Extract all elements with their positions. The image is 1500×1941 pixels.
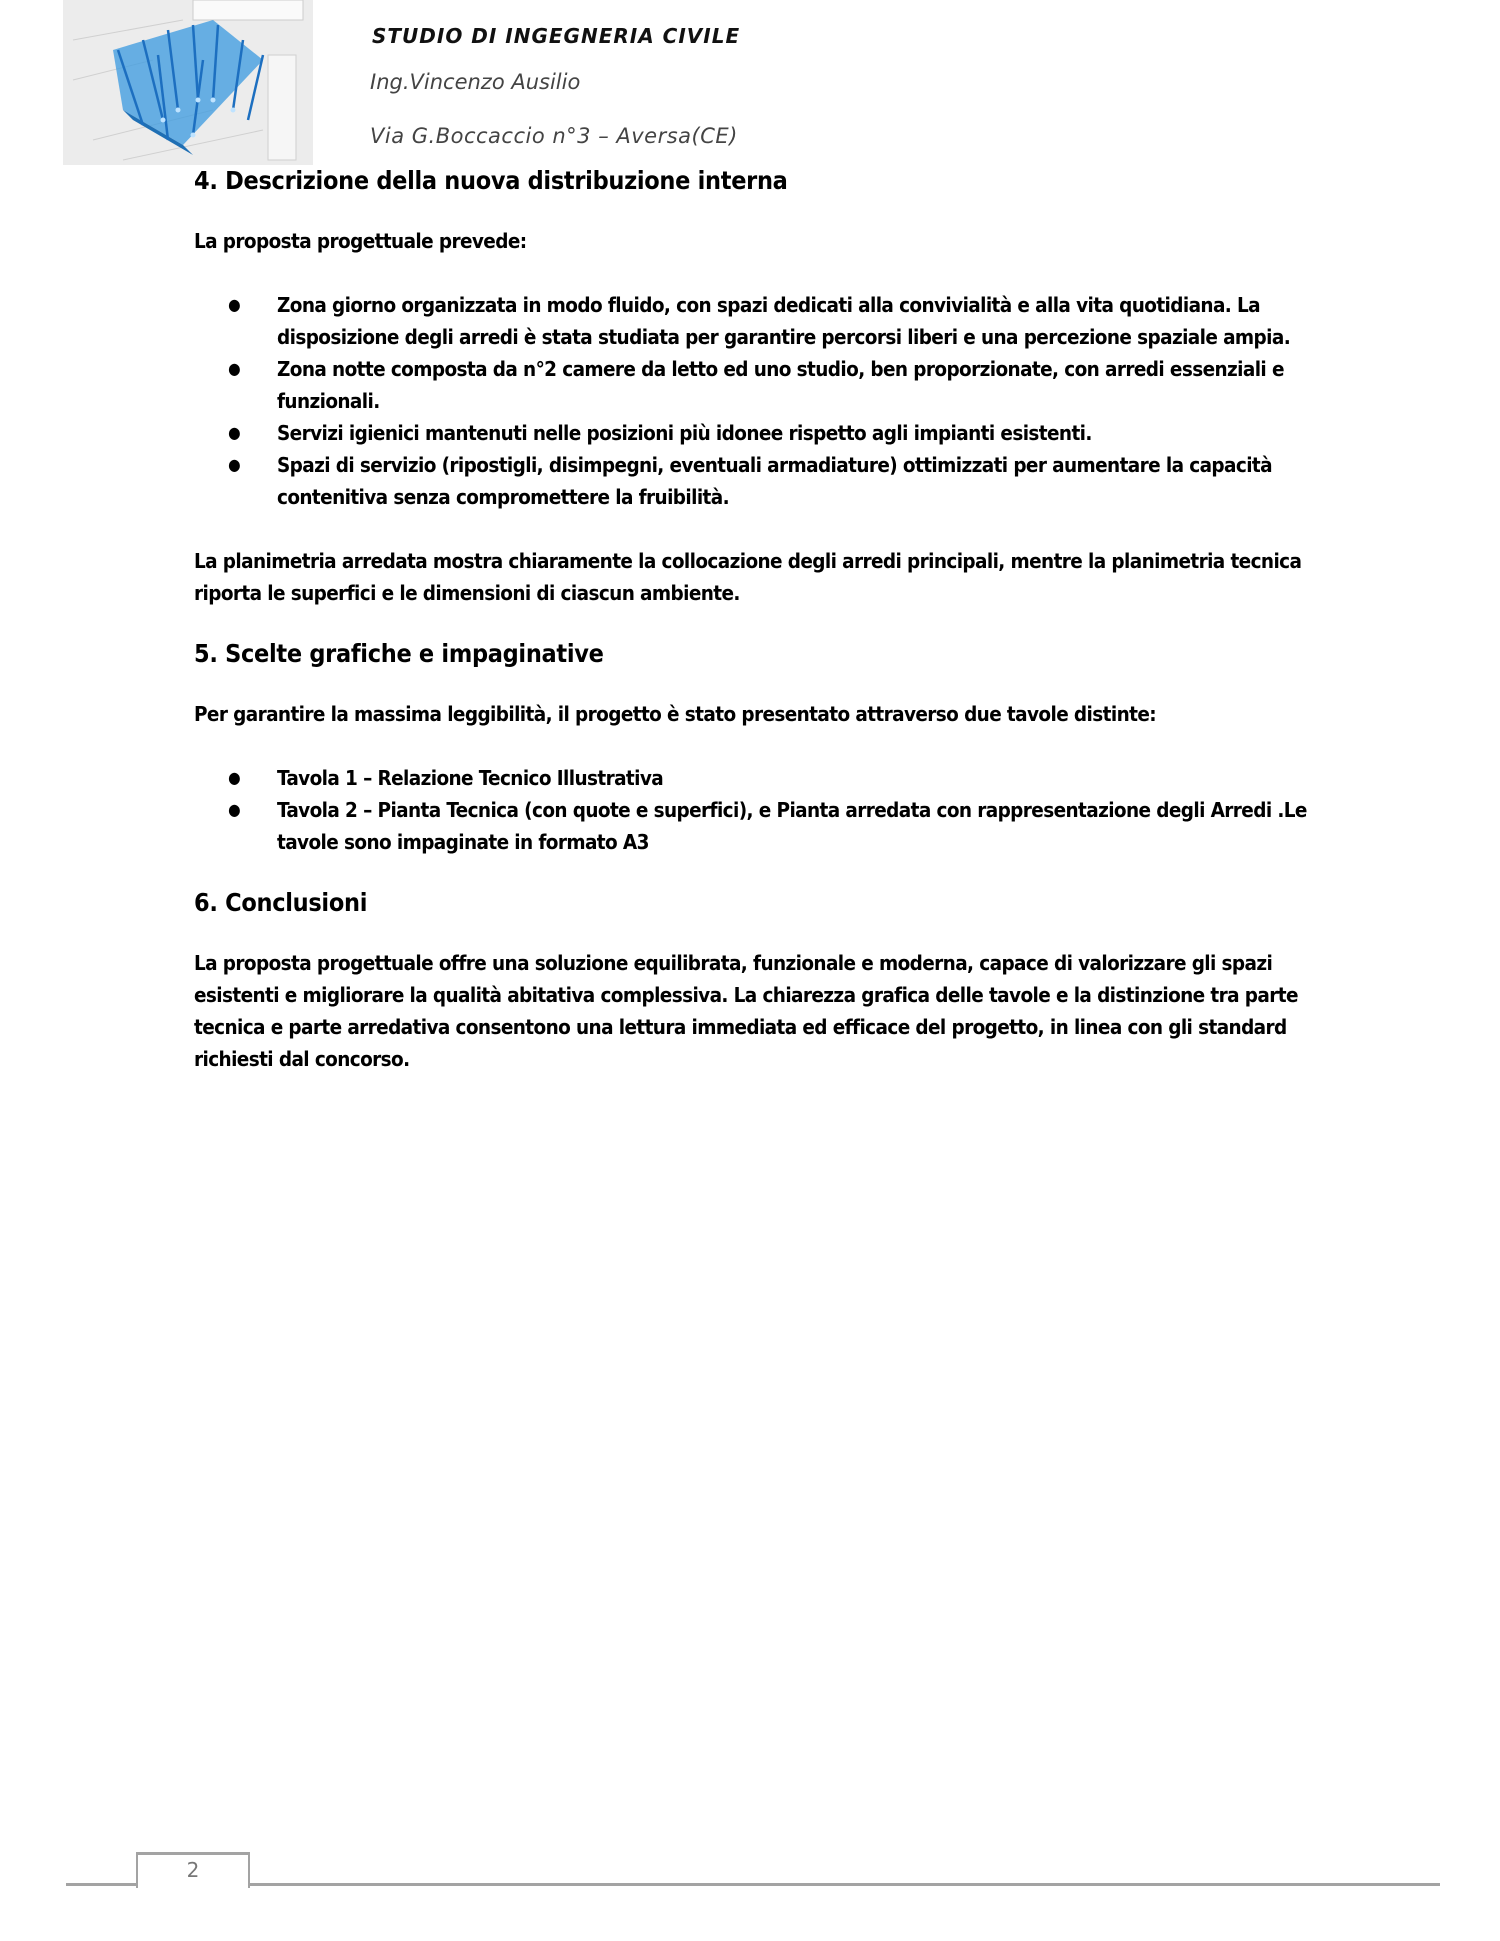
- section-6-body: La proposta progettuale offre una soluzione equilibrata, funzionale e moderna, capace di valorizzare gli spazi esistenti e migliorare la qualità abitativa complessiva. La chiarezza grafica delle tavole e la distinzione tra parte tecnica e parte arredativa consentono una lettura immediata ed efficace del progetto, in linea con gli standard richiesti dal concorso.: [194, 951, 1298, 1071]
- bullet-icon: ●: [228, 423, 240, 442]
- page-number-box: [136, 1852, 250, 1888]
- list-item-bold: Zona notte: [277, 357, 385, 381]
- list-item: [228, 762, 1334, 794]
- list-item-text: organizzata in modo fluido, con spazi dedicati alla convivialità e alla vita quotidiana. La disposizione degli arredi è stata studiata per garantire percorsi liberi e una percezione spaziale ampia.: [277, 293, 1291, 349]
- engineer-name: Ing.Vincenzo Ausilio: [370, 70, 581, 94]
- list-item-text: mantenuti nelle posizioni più idonee rispetto agli impianti esistenti.: [419, 421, 1092, 445]
- list-item: [228, 794, 1334, 858]
- section-4-list: [194, 289, 1334, 513]
- list-item-text: con rappresentazione degli Arredi .Le tavole sono impaginate in formato: [277, 798, 1307, 854]
- bullet-icon: ●: [228, 768, 240, 787]
- document-body: [194, 166, 1334, 1075]
- section-5-list: [194, 762, 1334, 858]
- bullet-icon: ●: [228, 295, 240, 314]
- footer-rule-right: [248, 1883, 1440, 1886]
- studio-title: STUDIO DI INGEGNERIA CIVILE: [372, 24, 741, 48]
- section-6-heading: 6. Conclusioni: [194, 888, 368, 917]
- list-item-bold: Tavola 1 – Relazione Tecnico Illustrativa: [277, 766, 664, 790]
- list-item: [228, 289, 1334, 353]
- section-5-heading: 5. Scelte grafiche e impaginative: [194, 639, 604, 668]
- bullet-icon: ●: [228, 359, 240, 378]
- list-item-bold: Spazi di servizio: [277, 453, 436, 477]
- studio-address: Via G.Boccaccio n°3 – Aversa(CE): [370, 124, 738, 148]
- section-4-closing: La planimetria arredata mostra chiaramente la collocazione degli arredi principali, mentre la planimetria tecnica riporta le superfici e le dimensioni di ciascun ambiente.: [194, 549, 1302, 605]
- list-item-bold: Tavola 2 – Pianta Tecnica: [277, 798, 519, 822]
- list-item-bold: Servizi igienici: [277, 421, 420, 445]
- building-structure-icon: [63, 0, 313, 165]
- bullet-icon: ●: [228, 455, 240, 474]
- section-4-heading: 4. Descrizione della nuova distribuzione interna: [194, 166, 788, 195]
- list-item: [228, 353, 1334, 417]
- section-5-intro: Per garantire la massima leggibilità, il progetto è stato presentato attraverso due tavole distinte:: [194, 702, 1157, 726]
- list-item-text: (con quote e superfici),: [518, 798, 759, 822]
- footer-rule-left: [66, 1883, 138, 1886]
- list-item: [228, 417, 1334, 449]
- page-number: 2: [186, 1858, 200, 1882]
- section-4-intro: La proposta progettuale prevede:: [194, 229, 527, 253]
- list-item-bold: Zona giorno: [277, 293, 396, 317]
- list-item: [228, 449, 1334, 513]
- bullet-icon: ●: [228, 800, 240, 819]
- logo-image: [63, 0, 313, 165]
- list-item-text: composta da n°2 camere da letto ed uno studio, ben proporzionate, con arredi essenziali e funzionali.: [277, 357, 1284, 413]
- list-item-bold: A3: [622, 830, 649, 854]
- list-item-text: (ripostigli, disimpegni, eventuali armadiature) ottimizzati per aumentare la capacità contenitiva senza compromettere la fruibilità.: [277, 453, 1272, 509]
- list-item-bold: e Pianta arredata: [758, 798, 931, 822]
